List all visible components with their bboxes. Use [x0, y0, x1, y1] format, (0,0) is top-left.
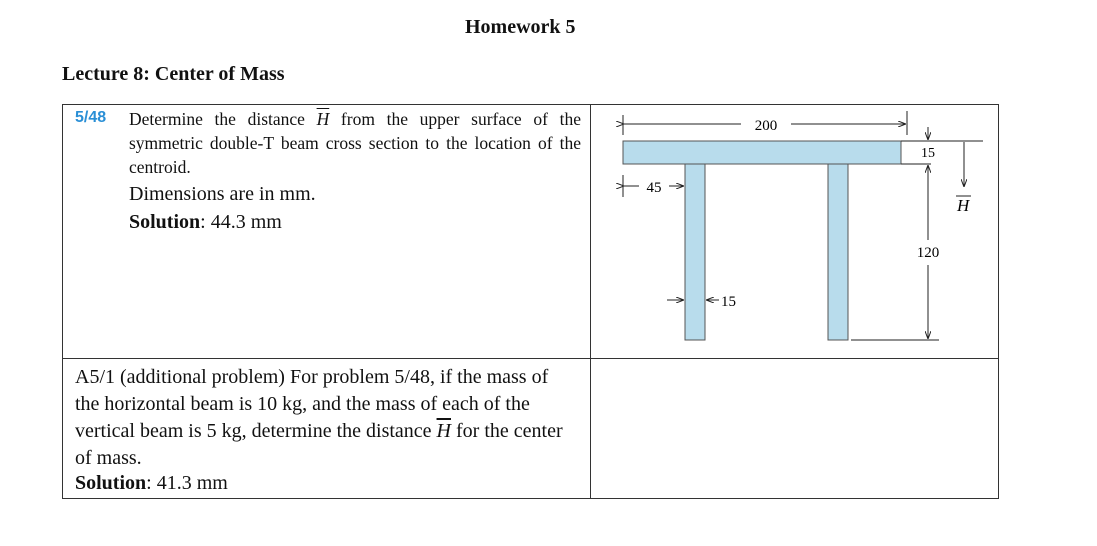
web-left: [685, 164, 705, 340]
variable-h-2: $\overline{H}$: [436, 420, 451, 442]
solution-2-label: Solution: [75, 472, 147, 494]
figure-cell: [590, 104, 999, 358]
dimensions-note: Dimensions are in mm.: [129, 183, 316, 205]
dim-web-label: 15: [721, 294, 736, 310]
dim-height-label: 120: [916, 245, 940, 261]
problem-1-solution: [129, 211, 282, 234]
dim-top-label: 200: [754, 118, 778, 134]
variable-h: $\overline{H}$: [316, 109, 330, 129]
problem-2-solution: [75, 472, 228, 495]
double-t-beam-figure: [591, 105, 998, 357]
problem-number: 5/48: [75, 109, 107, 126]
dim-flange-label: 15: [921, 146, 935, 161]
problem-2-cell: [62, 358, 590, 499]
dim-h-label: H: [957, 196, 970, 215]
dim-offset-label: 45: [646, 180, 662, 196]
statement-part-b: from the upper surface of the symmetric double-T beam cross section to the location of the centroid.: [129, 109, 581, 177]
problem-1-cell: [62, 104, 590, 358]
statement-part-a: Determine the distance: [129, 109, 317, 129]
problem-1-statement: [129, 107, 581, 179]
problem-2-statement: [75, 364, 575, 472]
problem-table: [62, 104, 999, 499]
flange: [623, 141, 901, 164]
web-right: [828, 164, 848, 340]
solution-value: : 44.3 mm: [200, 211, 282, 233]
statement-2-part-b: for the center of mass.: [75, 420, 563, 469]
solution-label: Solution: [129, 211, 201, 233]
solution-2-value: : 41.3 mm: [146, 472, 228, 494]
homework-title: Homework 5: [465, 16, 576, 38]
statement-2-part-a: A5/1 (additional problem) For problem 5/48, if the mass of the horizontal beam is 10 kg, and the mass of each of the vertical beam is 5 kg, determine the distance: [75, 366, 549, 442]
empty-cell: [590, 358, 999, 499]
lecture-title: Lecture 8: Center of Mass: [62, 63, 285, 85]
